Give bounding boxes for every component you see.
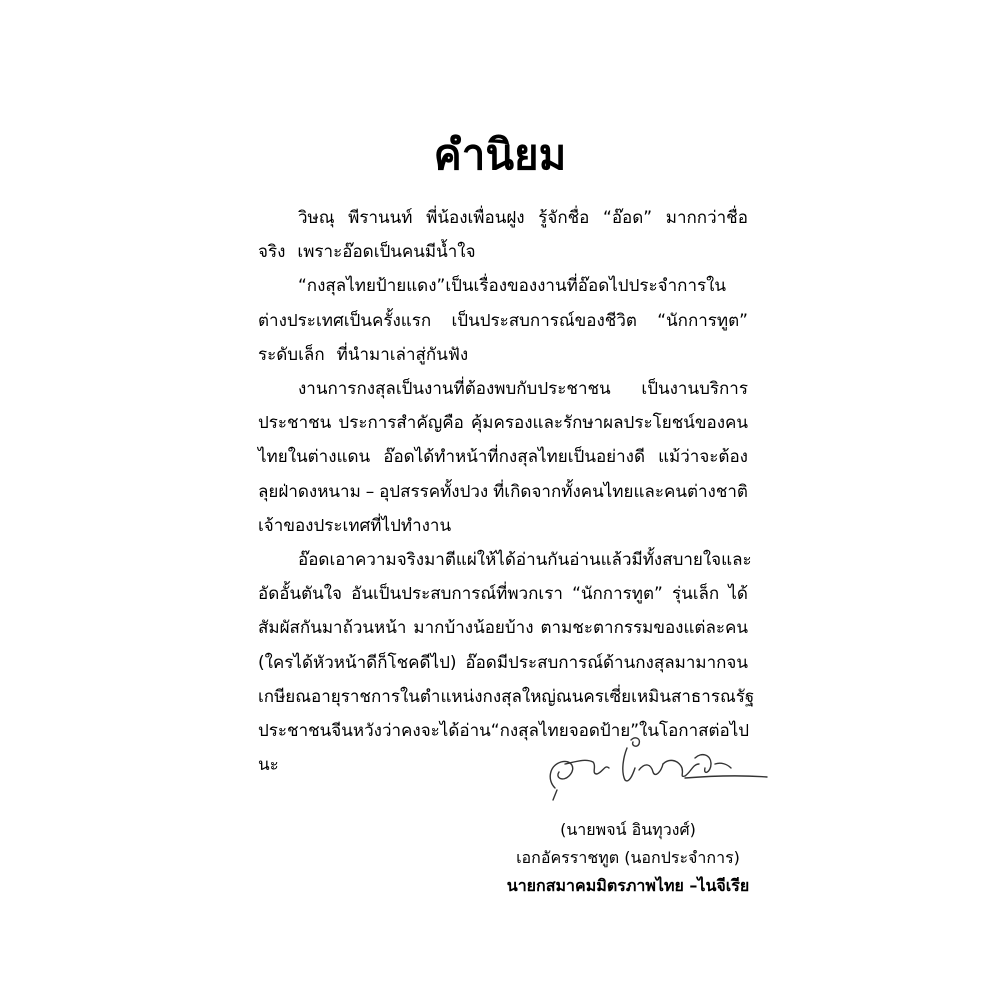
word: หวังว่าคงจะได้อ่าน bbox=[352, 721, 491, 741]
word: เกษียณอายุราชการในตำแหน่งกงสุลใหญ่ bbox=[258, 686, 556, 707]
word: จริง bbox=[258, 242, 286, 263]
word: สาธารณรัฐ bbox=[670, 686, 755, 707]
word: งานการกงสุลเป็นงานที่ต้องพบกับประชาชน bbox=[298, 379, 611, 399]
word: นครเซี่ยเหมิน bbox=[571, 686, 671, 707]
word: ประการสำคัญคือ bbox=[338, 413, 464, 434]
word: นะ bbox=[258, 755, 279, 776]
word: เป็นงานบริการ bbox=[641, 379, 748, 399]
paragraph-line bbox=[258, 235, 748, 269]
word: สัมผัสกันมาถ้วนหน้า bbox=[258, 618, 407, 639]
word: มากบ้างน้อยบ้าง bbox=[413, 618, 534, 639]
word: ในโอกาสต่อไป bbox=[639, 721, 750, 741]
word: ที่เกิดจากทั้งคนไทยและคนต่างชาติ bbox=[493, 481, 748, 502]
word: อ่านแล้วมีทั้งสบายใจและ bbox=[569, 550, 752, 570]
word: “อ๊อด” bbox=[603, 208, 653, 228]
word: ไทยในต่างแดน bbox=[258, 447, 371, 468]
word: อ๊อดได้ทำหน้าที่กงสุลไทยเป็นอย่างดี bbox=[383, 447, 645, 468]
word: อุปสรรคทั้งปวง bbox=[379, 481, 489, 502]
word: “นักการทูต” bbox=[572, 584, 663, 605]
paragraph-line bbox=[258, 440, 748, 474]
word: ลุยฝ่าดงหนาม bbox=[258, 481, 361, 502]
word: “นักการทูต” bbox=[657, 310, 748, 331]
signatory-position: เอกอัครราชทูต (นอกประจำการ) bbox=[516, 848, 740, 867]
word: ระดับเล็ก bbox=[258, 344, 325, 365]
word: รุ่นเล็ก bbox=[671, 584, 720, 605]
word: “กงสุลไทยจอดป้าย” bbox=[490, 721, 640, 741]
word: ตามชะตากรรมของแต่ละคน bbox=[540, 618, 748, 639]
word: อ๊อดเอาความจริงมาตีแผ่ให้ได้อ่านกัน bbox=[298, 550, 570, 570]
word: (ใครได้หัวหน้าดีก็โชคดีไป) bbox=[258, 652, 457, 673]
word: ได้ bbox=[728, 584, 748, 605]
word: เป็นประสบการณ์ของชีวิต bbox=[451, 310, 637, 331]
word: ณ bbox=[555, 686, 572, 707]
paragraph-line bbox=[258, 611, 748, 645]
paragraph-line bbox=[258, 509, 748, 543]
word: วิษณุ bbox=[298, 208, 335, 228]
paragraph-line bbox=[258, 475, 748, 509]
signatory-name: (นายพจน์ อินทุวงศ์) bbox=[560, 820, 696, 839]
word: ต่างประเทศเป็นครั้งแรก bbox=[258, 310, 432, 331]
handwritten-signature bbox=[535, 728, 775, 808]
word: อันเป็นประสบการณ์ที่พวกเรา bbox=[351, 584, 563, 605]
paragraph-line bbox=[298, 201, 748, 235]
word: เจ้าของประเทศที่ไปทำงาน bbox=[258, 515, 452, 536]
paragraph-line bbox=[298, 543, 752, 577]
paragraph-line bbox=[298, 372, 748, 406]
word: พี่น้องเพื่อนฝูง bbox=[426, 208, 525, 228]
signatory-organization: นายกสมาคมมิตรภาพไทย –ไนจีเรีย bbox=[506, 876, 750, 895]
document-title: คำนิยม bbox=[433, 130, 567, 179]
word: ประชาชนจีน bbox=[258, 721, 353, 741]
word: แม้ว่าจะต้อง bbox=[658, 447, 748, 468]
paragraph-line bbox=[258, 406, 748, 440]
word: ประชาชน bbox=[258, 413, 332, 434]
paragraph-line bbox=[258, 304, 748, 338]
paragraph-line bbox=[298, 269, 748, 303]
word: – bbox=[365, 481, 375, 502]
word: อ๊อดมีประสบการณ์ด้านกงสุลมามากจน bbox=[465, 652, 748, 673]
paragraph-line bbox=[258, 646, 748, 680]
paragraph-line bbox=[258, 577, 748, 611]
word: คุ้มครองและรักษาผลประโยชน์ของคน bbox=[470, 413, 748, 434]
word: อัดอั้นตันใจ bbox=[258, 584, 343, 605]
paragraph-line bbox=[258, 338, 748, 372]
word: รู้จักชื่อ bbox=[538, 208, 590, 228]
word: มากกว่าชื่อ bbox=[665, 208, 748, 228]
word: พีรานนท์ bbox=[348, 208, 413, 228]
word: เพราะอ๊อดเป็นคนมีน้ำใจ bbox=[297, 242, 476, 263]
paragraph-line bbox=[258, 680, 755, 714]
word: “กงสุลไทยป้ายแดง”เป็นเรื่องของงานที่อ๊อดไปประจำการใน bbox=[298, 276, 727, 297]
word: ที่นำมาเล่าสู่กันฟัง bbox=[336, 344, 469, 365]
